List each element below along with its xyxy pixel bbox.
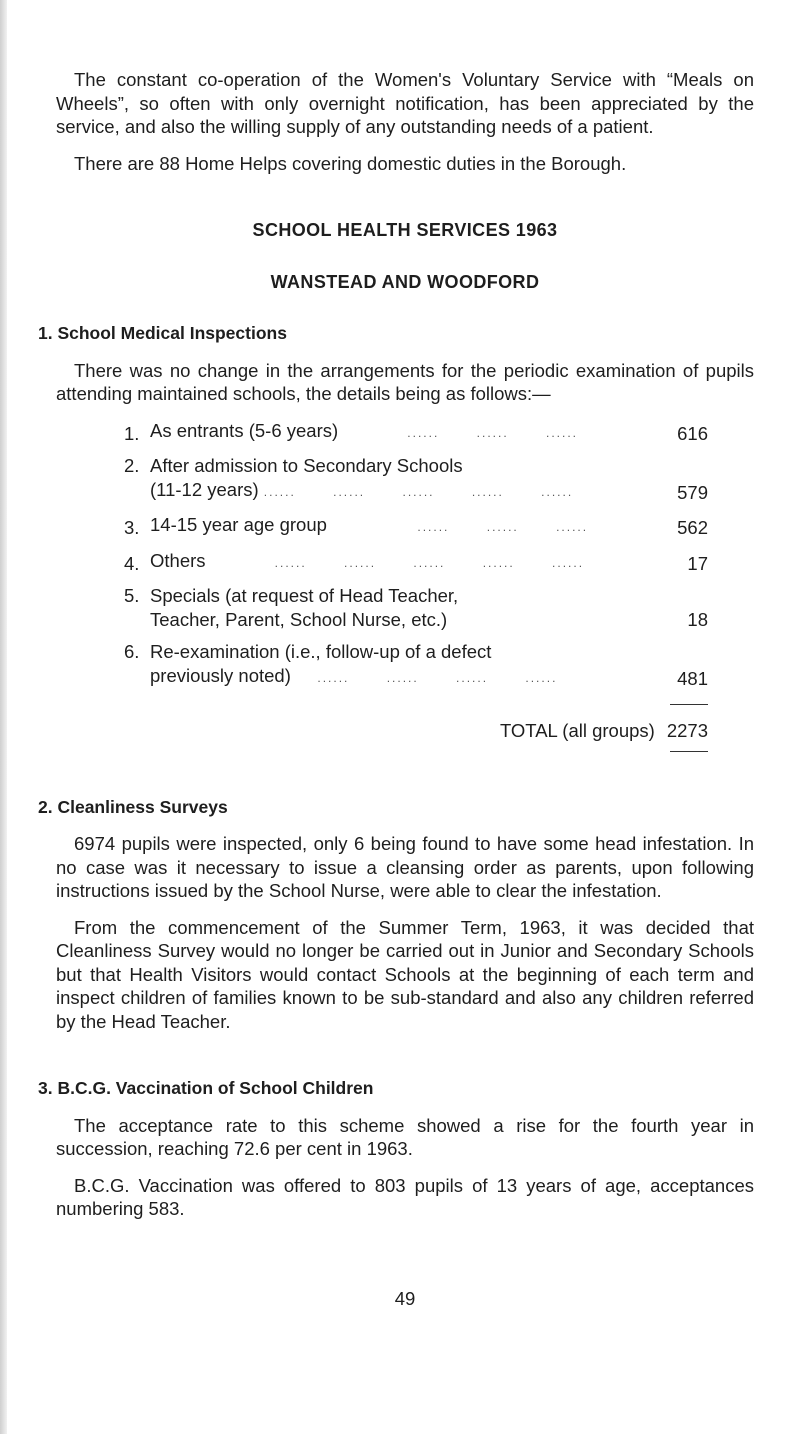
section-heading-cleanliness-surveys: 2. Cleanliness Surveys [38,796,228,817]
section1-intro: There was no change in the arrangements for the periodic examination of pupils attending maintained schools, the details being as follows:— [56,359,754,404]
list-item-continuation [124,608,708,632]
item-value: 17 [687,552,708,574]
section2-paragraph-2: From the commencement of the Summer Term, 1963, it was decided that Cleanliness Survey would no longer be carried out in Junior and Secondary Schools but that Health Visitors would contact Schools at the beginning of each term and inspect children of families known to be sub-standard and also any children referred by the Head Teacher. [56,916,754,1032]
item-label: As entrants (5-6 years) [150,419,339,441]
item-label: Re-examination (i.e., follow-up of a defect [150,641,492,662]
item-value: 18 [687,608,708,630]
list-item-continuation: previously noted) ...... ...... ...... ...... 481 [150,664,708,689]
total-value: 2273 [666,720,708,741]
page-title: SCHOOL HEALTH SERVICES 1963 [252,220,558,240]
list-item [124,584,708,608]
section3-paragraph-1: The acceptance rate to this scheme showed a rise for the fourth year in succession, reaching 72.6 per cent in 1963. [56,1114,754,1159]
total-label: TOTAL (all groups) [499,720,655,741]
item-value: 562 [677,517,708,538]
item-value: 616 [677,422,708,444]
page-subtitle: WANSTEAD AND WOODFORD [270,271,540,292]
item-number: 2. [124,455,140,476]
item-label-continued: previously noted) [150,664,291,686]
intro-paragraph-2: There are 88 Home Helps covering domestic duties in the Borough. [74,152,627,174]
section-heading-medical-inspections: 1. School Medical Inspections [38,323,287,343]
item-label: 14-15 year age group [150,514,327,535]
page-number: 49 [394,1287,416,1309]
item-label: After admission to Secondary Schools [150,455,463,476]
item-label-continued: (11-12 years) [150,478,259,500]
list-item: 1. As entrants (5-6 years) ...... ...... ...... 616 [124,419,708,444]
list-item-continuation: (11-12 years) ...... ...... ...... ...... ...... 579 [150,478,708,503]
intro-paragraph-1: The constant co-operation of the Women's Voluntary Service with “Meals on Wheels”, so often with only overnight notification, has been appreciated by the service, and also the willing supply of any outstanding needs of a patient. [56,69,754,137]
item-label: Specials (at request of Head Teacher, [150,585,459,606]
list-item [124,640,708,664]
item-number: 3. [124,517,140,538]
item-number: 5. [124,585,140,606]
total-rule-top [670,704,708,705]
section-heading-bcg-vaccination: 3. B.C.G. Vaccination of School Children [38,1078,374,1098]
list-item [124,454,708,478]
inspection-list [124,419,708,752]
list-item: 4. Others ...... ...... ...... ...... ...... 17 [124,549,708,574]
item-label: Others [150,549,206,571]
section2-paragraph-1: 6974 pupils were inspected, only 6 being found to have some head infestation. In no case was it necessary to issue a cleansing order as parents, upon following instructions issued by the School Nurse, were able to clear the infestation. [56,833,754,901]
list-item: 3. 14-15 year age group ...... ...... ...... 562 [124,514,708,538]
item-number: 4. [124,552,140,574]
item-number: 6. [124,641,140,662]
total-rule-bottom [670,751,708,752]
page-spine-shadow [0,0,7,1434]
item-number: 1. [124,422,140,444]
item-label-continued: Teacher, Parent, School Nurse, etc.) [150,608,448,630]
total-row [124,719,708,743]
section3-paragraph-2: B.C.G. Vaccination was offered to 803 pupils of 13 years of age, acceptances numbering 583. [56,1174,754,1219]
item-value: 579 [677,481,708,503]
item-value: 481 [677,667,708,689]
page-content [38,68,754,1310]
